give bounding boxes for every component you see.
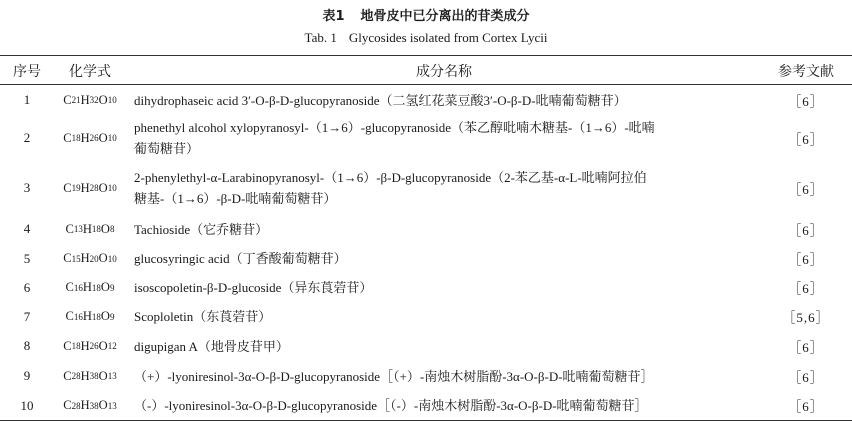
row-reference: ［6］	[788, 131, 824, 147]
table-row	[0, 391, 852, 420]
row-reference: ［6］	[788, 369, 824, 385]
table-row	[0, 114, 852, 162]
row-formula: C 18 H 26 O 12	[63, 338, 117, 353]
row-reference: ［6］	[788, 181, 824, 197]
header-formula: 化学式	[69, 64, 111, 80]
row-formula: C 16 H 18 O 9	[65, 309, 115, 323]
row-reference: ［6］	[788, 93, 824, 109]
table-row	[0, 273, 852, 302]
row-number: 9	[23, 368, 31, 383]
row-compound-name: digupigan A（地骨皮苷甲）	[134, 338, 289, 354]
row-reference: ［6］	[788, 222, 824, 238]
row-formula: C 19 H 28 O 10	[63, 180, 117, 195]
header-ref: 参考文献	[778, 64, 834, 80]
row-number: 6	[23, 279, 31, 295]
table-caption-cn: 地骨皮中已分离出的苷类成分	[360, 9, 530, 24]
row-number: 7	[23, 308, 31, 324]
row-formula: C 13 H 18 O 8	[65, 221, 115, 236]
row-formula: C 18 H 26 O 10	[63, 130, 117, 145]
table-row	[0, 302, 852, 331]
row-number: 3	[23, 180, 31, 195]
table-row	[0, 331, 852, 361]
header-no: 序号	[13, 64, 41, 80]
table-row	[0, 214, 852, 244]
row-compound-name: Tachioside（它乔糖苷）	[134, 221, 269, 237]
header-rule	[0, 84, 852, 85]
row-compound-name: （-）-lyoniresinol-3α-O-β-D-glucopyranoside［（-）-南烛木树脂酚-3α-O-β-D-吡喃葡萄糖苷］	[134, 398, 648, 413]
table-row	[0, 162, 852, 214]
bottom-rule	[0, 420, 852, 421]
header-name: 成分名称	[416, 64, 472, 80]
table-number-en: Tab. 1	[304, 30, 337, 45]
row-formula: C 15 H 20 O 10	[63, 251, 117, 265]
row-number: 2	[23, 130, 31, 145]
row-reference: ［6］	[788, 339, 824, 355]
row-number: 4	[23, 221, 31, 236]
table-caption-en: Glycosides isolated from Cortex Lycii	[348, 30, 548, 45]
row-compound-name: 2-phenylethyl-α-Larabinopyranosyl-（1→6）-β-D-glucopyranoside（2-苯乙基-α-L-吡喃阿拉伯 糖基-（1→6）-β-D-吡喃葡萄糖苷）	[134, 170, 647, 206]
row-reference: ［6］	[788, 281, 824, 296]
table-row	[0, 361, 852, 391]
table-row	[0, 244, 852, 273]
row-formula: C 28 H 38 O 13	[63, 398, 117, 412]
row-compound-name: phenethyl alcohol xylopyranosyl-（1→6）-glucopyranoside（苯乙醇吡喃木糖基-（1→6）-吡喃 葡萄糖苷）	[134, 120, 655, 156]
row-reference: ［6］	[788, 399, 824, 414]
top-rule	[0, 55, 852, 56]
row-compound-name: Scoploletin（东莨菪苷）	[134, 309, 272, 324]
row-number: 10	[20, 397, 34, 413]
table-number-cn: 表1	[322, 9, 345, 24]
row-number: 1	[23, 92, 31, 107]
row-formula: C 16 H 18 O 9	[65, 280, 115, 294]
row-formula: C 28 H 38 O 13	[63, 368, 117, 383]
table-title-en	[0, 30, 852, 46]
table-row	[0, 86, 852, 114]
row-compound-name: isoscopoletin-β-D-glucoside（异东莨菪苷）	[134, 280, 373, 295]
row-compound-name: dihydrophaseic acid 3′-O-β-D-glucopyranoside（二氢红花菜豆酸3′-O-β-D-吡喃葡萄糖苷）	[134, 92, 627, 108]
row-number: 8	[23, 338, 31, 353]
row-reference: ［5,6］	[782, 310, 830, 325]
row-number: 5	[23, 250, 31, 266]
row-formula: C 21 H 32 O 10	[63, 92, 117, 107]
row-reference: ［6］	[788, 252, 824, 267]
row-compound-name: glucosyringic acid（丁香酸葡萄糖苷）	[134, 251, 347, 266]
row-compound-name: （+）-lyoniresinol-3α-O-β-D-glucopyranoside［（+）-南烛木树脂酚-3α-O-β-D-吡喃葡萄糖苷］	[134, 368, 654, 384]
table-title-cn	[0, 5, 852, 24]
